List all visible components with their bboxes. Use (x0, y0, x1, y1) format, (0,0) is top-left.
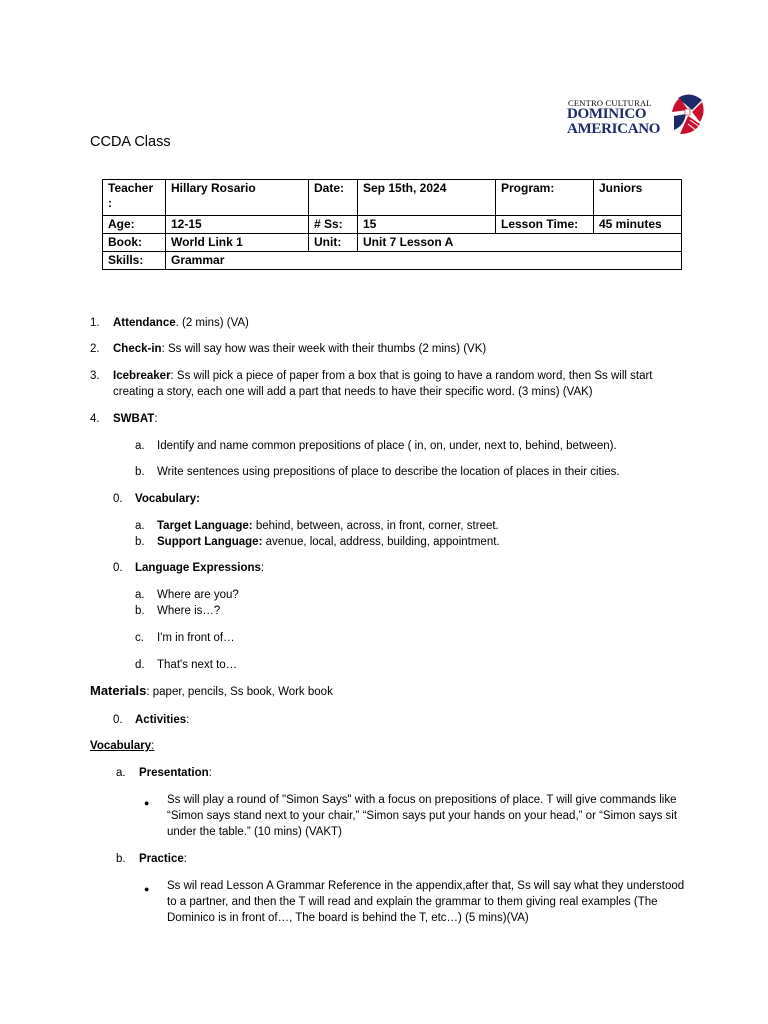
icebreaker-item-continued: creating a story, each one will add a part that needs to have their specific word. (3 mins) (VAK) (113, 386, 593, 398)
expression-a: Where are you? (157, 589, 239, 601)
expression-c: I'm in front of… (157, 632, 235, 644)
page-title: CCDA Class (90, 134, 171, 150)
students-value: 15 (358, 216, 496, 234)
support-language: Support Language: avenue, local, address, building, appointment. (157, 536, 500, 548)
sub-item-letter: b. (135, 466, 145, 478)
logo-line3: AMERICANO (567, 121, 661, 137)
age-label: Age: (103, 216, 166, 234)
checkin-item: Check-in: Ss will say how was their week with their thumbs (2 mins) (VK) (113, 343, 487, 355)
unit-value: Unit 7 Lesson A (358, 234, 682, 252)
item-number: 0. (113, 493, 123, 505)
practice-text-line2: to a partner, and then the T will read and explain the grammar to them giving real examples (The (167, 896, 658, 908)
presentation-text-line2: “Simon says stand next to your chair,” “Simon says put your hands on your head,” or “Simon says sit (167, 810, 678, 822)
activities-heading: Activities: (135, 714, 190, 726)
teacher-label: Teacher : (103, 180, 166, 216)
sub-item-letter: a. (116, 767, 126, 779)
item-number: 0. (113, 562, 123, 574)
sub-item-letter: c. (135, 632, 144, 644)
expression-d: That's next to… (157, 659, 238, 671)
target-language: Target Language: behind, between, across, in front, corner, street. (157, 520, 499, 532)
swbat-objective-a: Identify and name common prepositions of place ( in, on, under, next to, behind, between). (157, 440, 617, 452)
logo-line1: CENTRO CULTURAL (568, 98, 652, 108)
teacher-value: Hillary Rosario (166, 180, 309, 216)
sub-item-letter: b. (135, 605, 145, 617)
presentation-heading: Presentation: (139, 767, 212, 779)
students-label: # Ss: (309, 216, 358, 234)
swbat-objective-b: Write sentences using prepositions of place to describe the location of places in their cities. (157, 466, 620, 478)
practice-text-line3: Dominico is in front of…, The board is behind the T, etc…) (5 mins)(VA) (167, 912, 529, 924)
skills-value: Grammar (166, 252, 682, 270)
book-value: World Link 1 (166, 234, 309, 252)
class-info-table (102, 179, 682, 270)
vocabulary-section-heading: Vocabulary: (90, 740, 155, 752)
expression-b: Where is…? (157, 605, 221, 617)
bullet: ● (144, 798, 150, 808)
sub-item-letter: d. (135, 659, 145, 671)
attendance-item: Attendance. (2 mins) (VA) (113, 317, 249, 329)
age-value: 12-15 (166, 216, 309, 234)
date-label: Date: (309, 180, 358, 216)
practice-text-line1: Ss wil read Lesson A Grammar Reference in the appendix,after that, Ss will say what they understood (167, 880, 685, 892)
sub-item-letter: a. (135, 520, 145, 532)
item-number: 0. (113, 714, 123, 726)
program-value: Juniors (594, 180, 682, 216)
sub-item-letter: a. (135, 440, 145, 452)
logo-line2: DOMINICO (567, 106, 647, 122)
program-label: Program: (496, 180, 594, 216)
sub-item-letter: a. (135, 589, 145, 601)
lesson-time-value: 45 minutes (594, 216, 682, 234)
item-number: 3. (90, 370, 100, 382)
practice-heading: Practice: (139, 853, 187, 865)
item-number: 2. (90, 343, 100, 355)
unit-label: Unit: (309, 234, 358, 252)
materials-line: Materials: paper, pencils, Ss book, Work book (90, 683, 333, 698)
ccda-logo (566, 92, 704, 142)
flag-emblem-icon (670, 92, 704, 136)
lesson-time-label: Lesson Time: (496, 216, 594, 234)
sub-item-letter: b. (116, 853, 126, 865)
book-label: Book: (103, 234, 166, 252)
swbat-heading: SWBAT: (113, 413, 158, 425)
item-number: 4. (90, 413, 100, 425)
item-number: 1. (90, 317, 100, 329)
presentation-text-line1: Ss will play a round of "Simon Says" with a focus on prepositions of place. T will give commands like (167, 794, 677, 806)
skills-label: Skills: (103, 252, 166, 270)
sub-item-letter: b. (135, 536, 145, 548)
vocabulary-heading: Vocabulary: (135, 493, 200, 505)
presentation-text-line3: under the table.” (10 mins) (VAKT) (167, 826, 342, 838)
icebreaker-item: Icebreaker: Ss will pick a piece of paper from a box that is going to have a random word, then Ss will start (113, 370, 653, 382)
language-expressions-heading: Language Expressions: (135, 562, 265, 574)
bullet: ● (144, 884, 150, 894)
date-value: Sep 15th, 2024 (358, 180, 496, 216)
